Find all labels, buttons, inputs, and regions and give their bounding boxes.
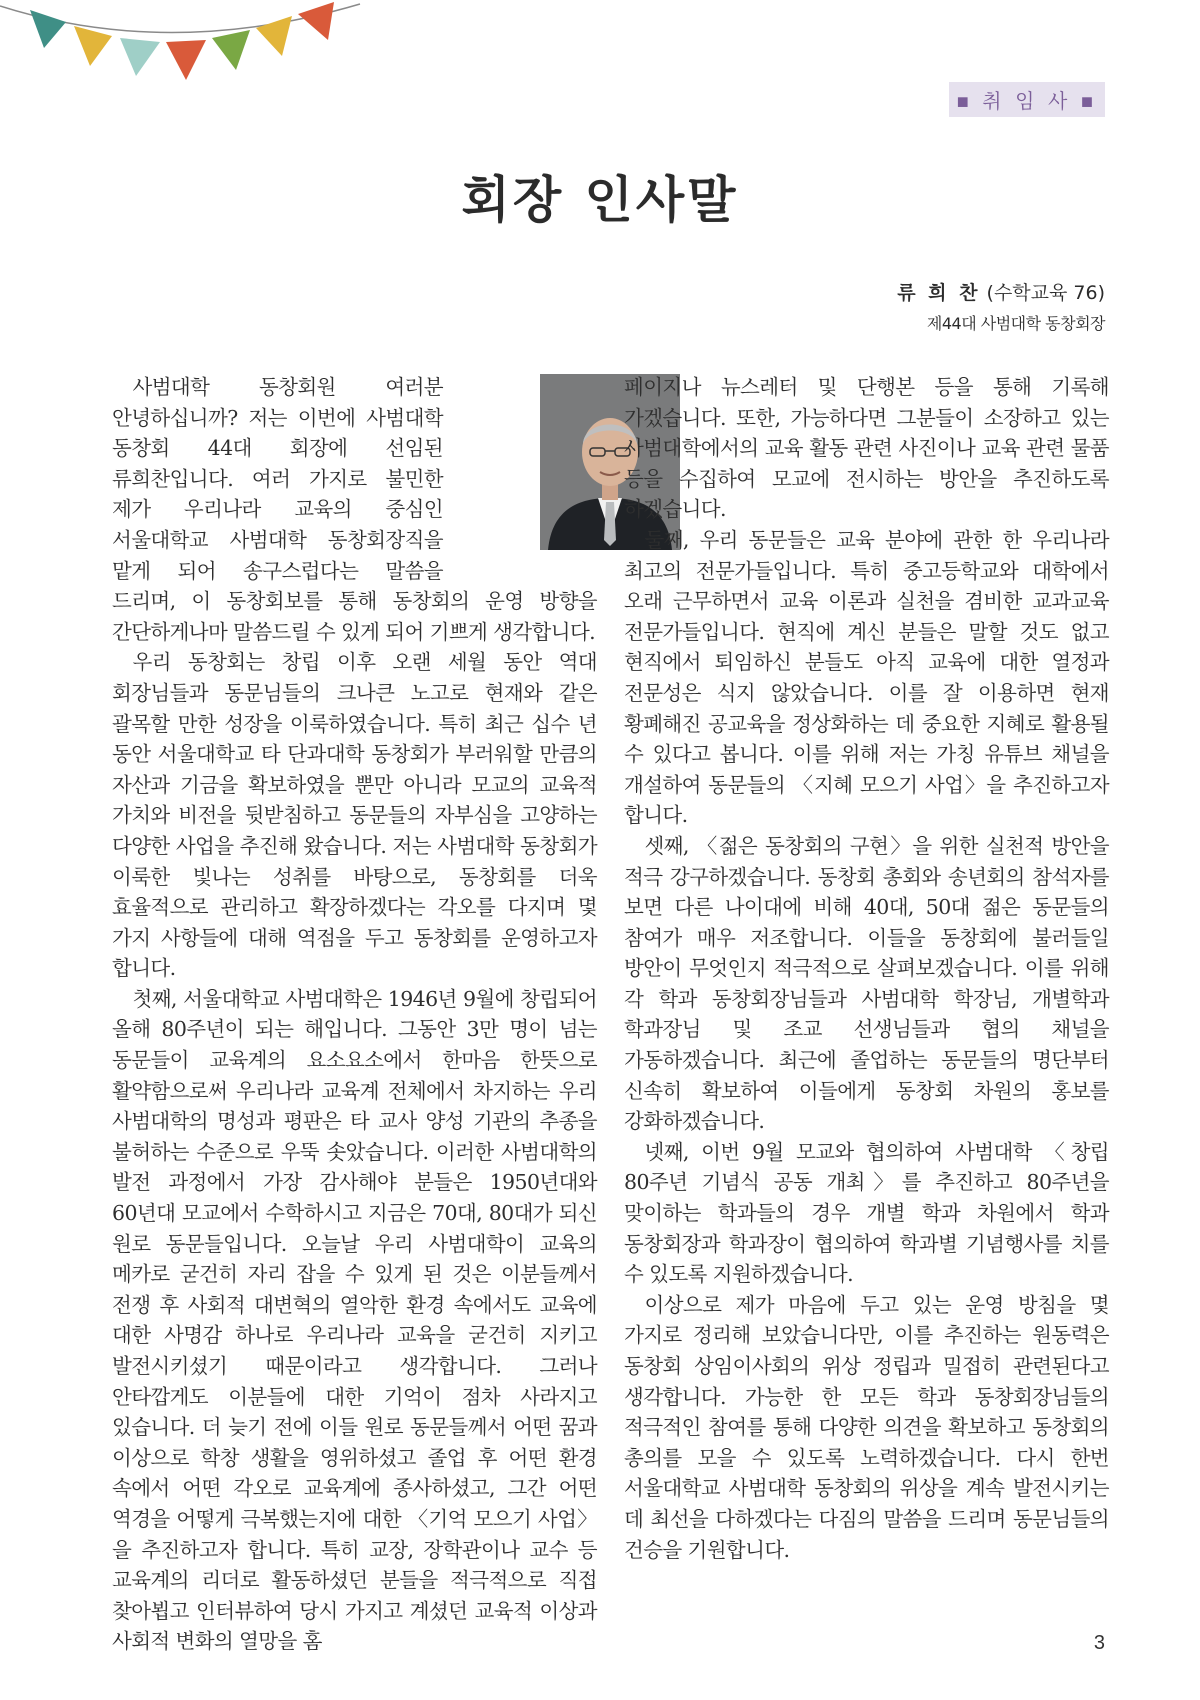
bunting-flag (298, 2, 334, 40)
body-paragraph: 사범대학 동창회원 여러분 안녕하십니까? 저는 이번에 사범대학 동창회 44대 회장에 선임된 류희찬입니다. 여러 가지로 불민한 제가 우리나라 교육의 중심인 서울대학교 사범대학 동창회장직을 맡게 되어 송구스럽다는 말씀을 드리며, 이 동창회보를 통해 동창회의 운영 방향을 간단하게나마 말씀드릴 수 있게 되어 기쁘게 생각합니다. (112, 375, 597, 644)
body-paragraph: 셋째, 〈젊은 동창회의 구현〉을 위한 실천적 방안을 적극 강구하겠습니다. 동창회 총회와 송년회의 참석자를 보면 다른 나이대에 비해 40대, 50대 젊은 동문들의 참여가 매우 저조합니다. 이들을 동창회에 불러들일 방안이 무엇인지 적극적으로 살펴보겠습니다. 이를 위해 각 학과 동창회장님들과 사범대학 학장님, 개별학과 학과장님 및 조교 선생님들과 협의 채널을 가동하겠습니다. 최근에 졸업하는 동문들의 명단부터 신속히 확보하여 이들에게 동창회 차원의 홍보를 강화하겠습니다. (624, 833, 1109, 1134)
body-paragraph: 페이지나 뉴스레터 및 단행본 등을 통해 기록해 가겠습니다. 또한, 가능하다면 그분들이 소장하고 있는 사범대학에서의 교육 활동 관련 사진이나 교육 관련 물품 등을 수집하여 모교에 전시하는 방안을 추진하도록 하겠습니다. (624, 375, 1109, 522)
body-paragraph: 둘째, 우리 동문들은 교육 분야에 관한 한 우리나라 최고의 전문가들입니다. 특히 중고등학교와 대학에서 오래 근무하면서 교육 이론과 실천을 겸비한 교과교육 전문가들입니다. 현직에 계신 분들은 말할 것도 없고 현직에서 퇴임하신 분들도 아직 교육에 대한 열정과 전문성은 식지 않았습니다. 이를 잘 이용하면 현재 황폐해진 공교육을 정상화하는 데 중요한 지혜로 활용될 수 있다고 봅니다. 이를 위해 저는 가칭 유튜브 채널을 개설하여 동문들의 〈지혜 모으기 사업〉을 추진하고자 합니다. (624, 527, 1109, 828)
body-paragraph: 이상으로 제가 마음에 두고 있는 운영 방침을 몇 가지로 정리해 보았습니다만, 이를 추진하는 원동력은 동창회 상임이사회의 위상 정립과 밀접히 관련된다고 생각합니다. 가능한 한 모든 학과 동창회장님들의 적극적인 참여를 통해 다양한 의견을 확보하고 동창회의 총의를 모을 수 있도록 노력하겠습니다. 다시 한번 서울대학교 사범대학 동창회의 위상을 계속 발전시키는 데 최선을 다하겠다는 다짐의 말씀을 드리며 동문님들의 건승을 기원합니다. (624, 1292, 1109, 1562)
body-column-right (624, 372, 1109, 1602)
bunting-flag (166, 40, 206, 80)
body-paragraph: 우리 동창회는 창립 이후 오랜 세월 동안 역대 회장님들과 동문님들의 크나큰 노고로 현재와 같은 괄목할 만한 성장을 이룩하였습니다. 특히 최근 십수 년 동안 서울대학교 타 단과대학 동창회가 부러워할 만큼의 자산과 기금을 확보하였을 뿐만 아니라 모교의 교육적 가치와 비전을 뒷받침하고 동문들의 자부심을 고양하는 다양한 사업을 추진해 왔습니다. 저는 사범대학 동창회가 이룩한 빛나는 성취를 바탕으로, 동창회를 더욱 효율적으로 관리하고 확장하겠다는 각오를 다지며 몇 가지 사항들에 대해 역점을 두고 동창회를 운영하고자 합니다. (112, 650, 597, 981)
bunting-decoration (0, 0, 360, 100)
bunting-flag (74, 26, 112, 66)
author-position: 제44대 사범대학 동창회장 (926, 314, 1105, 333)
author-name: 류 희 찬 (897, 282, 981, 304)
bunting-flag (120, 38, 160, 76)
page-number: 3 (1093, 1632, 1105, 1654)
bunting-flag (256, 16, 292, 56)
page-title: 회장 인사말 (461, 171, 739, 229)
bunting-flag (212, 30, 250, 70)
bunting-flag (30, 10, 66, 48)
body-column-left (112, 372, 597, 1654)
body-paragraph: 첫째, 서울대학교 사범대학은 1946년 9월에 창립되어 올해 80주년이 되는 해입니다. 그동안 3만 명이 넘는 동문들이 교육계의 요소요소에서 한마음 한뜻으로 활약함으로써 우리나라 교육계 전체에서 차지하는 우리 사범대학의 명성과 평판은 타 교사 양성 기관의 추종을 불허하는 수준으로 우뚝 솟았습니다. 이러한 사범대학의 발전 과정에서 가장 감사해야 분들은 1950년대와 60년대 모교에서 수학하시고 지금은 70대, 80대가 되신 원로 동문들입니다. 오늘날 우리 사범대학이 교육의 메카로 굳건히 자리 잡을 수 있게 된 것은 이분들께서 전쟁 후 사회적 대변혁의 열악한 환경 속에서도 교육에 대한 사명감 하나로 우리나라 교육을 굳건히 지키고 발전시키셨기 때문이라고 생각합니다. 그러나 안타깝게도 이분들에 대한 기억이 점차 사라지고 있습니다. 더 늦기 전에 이들 원로 동문들께서 어떤 꿈과 이상으로 학창 생활을 영위하셨고 졸업 후 어떤 환경 속에서 어떤 각오로 교육계에 종사하셨고, 그간 어떤 역경을 어떻게 극복했는지에 대한 〈기억 모으기 사업〉을 추진하고자 합니다. 특히 교장, 장학관이나 교수 등 교육계의 리더로 활동하셨던 분들을 적극적으로 직접 찾아뵙고 인터뷰하여 당시 가지고 계셨던 교육적 이상과 사회적 변화의 열망을 홈 (112, 986, 597, 1654)
author-byline (897, 278, 1105, 334)
body-paragraph: 넷째, 이번 9월 모교와 협의하여 사범대학 〈창립 80주년 기념식 공동 개최〉를 추진하고 80주년을 맞이하는 학과들의 경우 개별 학과 차원에서 학과 동창회장과 학과장이 협의하여 학과별 기념행사를 치를 수 있도록 지원하겠습니다. (624, 1139, 1109, 1287)
section-tag: ■ 취 임 사 ■ (949, 82, 1105, 117)
author-affiliation: (수학교육 76) (986, 282, 1105, 304)
